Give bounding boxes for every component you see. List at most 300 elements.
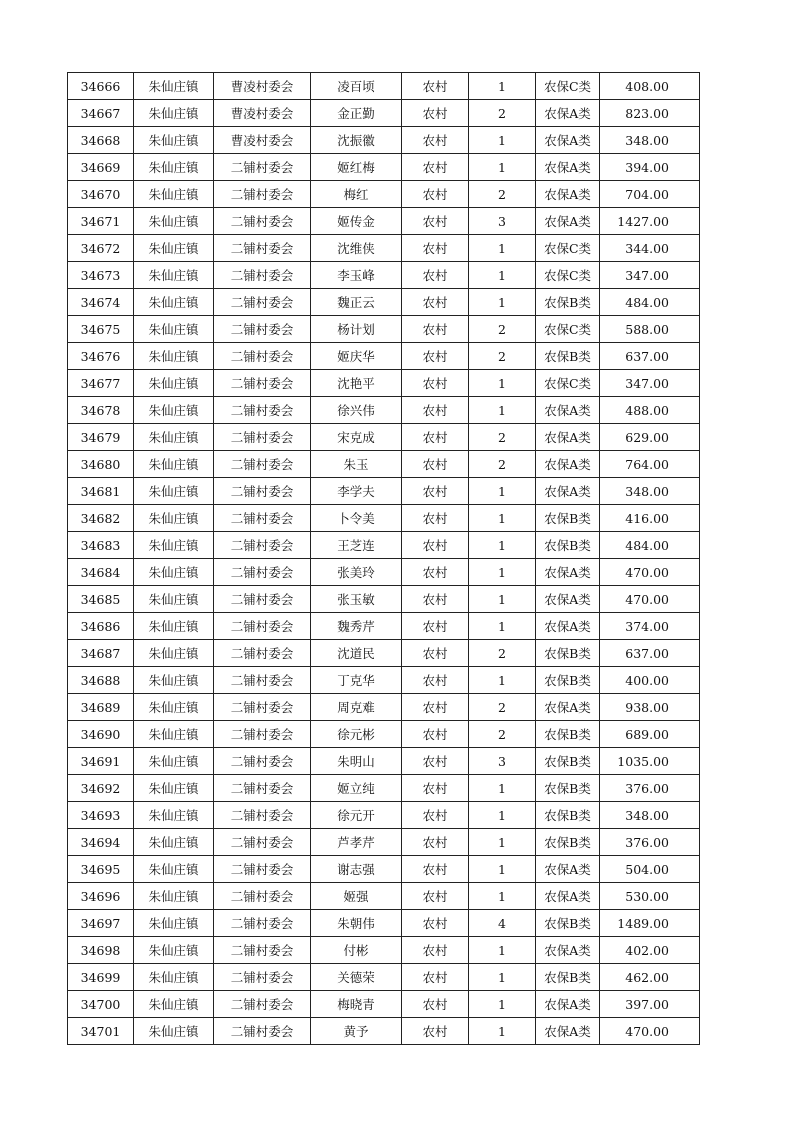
table-row: [68, 316, 700, 343]
table-row: [68, 181, 700, 208]
table-row: [68, 154, 700, 181]
cell-residence-type: 农村: [402, 1018, 469, 1045]
cell-household-count: 1: [469, 829, 536, 856]
table-row: [68, 667, 700, 694]
table-row: [68, 721, 700, 748]
cell-person-name: 张美玲: [311, 559, 402, 586]
cell-town: 朱仙庄镇: [134, 964, 214, 991]
cell-residence-type: 农村: [402, 856, 469, 883]
cell-record-id: 34699: [68, 964, 134, 991]
table-body: [68, 73, 700, 1045]
cell-town: 朱仙庄镇: [134, 397, 214, 424]
table-row: [68, 505, 700, 532]
cell-town: 朱仙庄镇: [134, 73, 214, 100]
cell-village-committee: 二铺村委会: [214, 208, 311, 235]
table-row: [68, 532, 700, 559]
cell-village-committee: 二铺村委会: [214, 937, 311, 964]
cell-town: 朱仙庄镇: [134, 748, 214, 775]
table-row: [68, 397, 700, 424]
cell-record-id: 34676: [68, 343, 134, 370]
cell-person-name: 王芝连: [311, 532, 402, 559]
cell-residence-type: 农村: [402, 289, 469, 316]
table-row: [68, 748, 700, 775]
cell-residence-type: 农村: [402, 343, 469, 370]
table-row: [68, 100, 700, 127]
cell-person-name: 梅晓青: [311, 991, 402, 1018]
cell-residence-type: 农村: [402, 154, 469, 181]
cell-insurance-category: 农保C类: [536, 370, 600, 397]
cell-record-id: 34667: [68, 100, 134, 127]
table-row: [68, 208, 700, 235]
cell-person-name: 李学夫: [311, 478, 402, 505]
cell-record-id: 34695: [68, 856, 134, 883]
cell-residence-type: 农村: [402, 667, 469, 694]
cell-amount: 394.00: [600, 154, 700, 181]
cell-person-name: 朱朝伟: [311, 910, 402, 937]
cell-amount: 408.00: [600, 73, 700, 100]
cell-record-id: 34698: [68, 937, 134, 964]
cell-record-id: 34691: [68, 748, 134, 775]
cell-household-count: 2: [469, 343, 536, 370]
cell-record-id: 34675: [68, 316, 134, 343]
cell-town: 朱仙庄镇: [134, 424, 214, 451]
cell-record-id: 34686: [68, 613, 134, 640]
cell-person-name: 周克难: [311, 694, 402, 721]
cell-amount: 588.00: [600, 316, 700, 343]
cell-amount: 704.00: [600, 181, 700, 208]
cell-town: 朱仙庄镇: [134, 559, 214, 586]
cell-person-name: 姬强: [311, 883, 402, 910]
cell-household-count: 1: [469, 154, 536, 181]
table-row: [68, 1018, 700, 1045]
cell-person-name: 金正勤: [311, 100, 402, 127]
cell-insurance-category: 农保A类: [536, 127, 600, 154]
cell-village-committee: 二铺村委会: [214, 397, 311, 424]
cell-residence-type: 农村: [402, 235, 469, 262]
cell-insurance-category: 农保C类: [536, 235, 600, 262]
cell-town: 朱仙庄镇: [134, 235, 214, 262]
cell-insurance-category: 农保A类: [536, 586, 600, 613]
table-row: [68, 640, 700, 667]
table-row: [68, 829, 700, 856]
cell-insurance-category: 农保B类: [536, 640, 600, 667]
cell-town: 朱仙庄镇: [134, 316, 214, 343]
cell-amount: 504.00: [600, 856, 700, 883]
cell-person-name: 魏正云: [311, 289, 402, 316]
cell-residence-type: 农村: [402, 262, 469, 289]
cell-record-id: 34692: [68, 775, 134, 802]
cell-village-committee: 曹凌村委会: [214, 73, 311, 100]
cell-town: 朱仙庄镇: [134, 802, 214, 829]
cell-household-count: 1: [469, 775, 536, 802]
cell-record-id: 34688: [68, 667, 134, 694]
cell-residence-type: 农村: [402, 748, 469, 775]
cell-household-count: 1: [469, 937, 536, 964]
cell-person-name: 杨计划: [311, 316, 402, 343]
cell-record-id: 34697: [68, 910, 134, 937]
cell-record-id: 34680: [68, 451, 134, 478]
cell-person-name: 朱明山: [311, 748, 402, 775]
cell-person-name: 姬红梅: [311, 154, 402, 181]
cell-village-committee: 二铺村委会: [214, 532, 311, 559]
table-row: [68, 613, 700, 640]
cell-residence-type: 农村: [402, 559, 469, 586]
cell-amount: 1035.00: [600, 748, 700, 775]
cell-town: 朱仙庄镇: [134, 991, 214, 1018]
cell-household-count: 3: [469, 208, 536, 235]
cell-town: 朱仙庄镇: [134, 910, 214, 937]
cell-person-name: 凌百顷: [311, 73, 402, 100]
cell-record-id: 34681: [68, 478, 134, 505]
cell-residence-type: 农村: [402, 451, 469, 478]
cell-town: 朱仙庄镇: [134, 532, 214, 559]
cell-record-id: 34671: [68, 208, 134, 235]
cell-residence-type: 农村: [402, 532, 469, 559]
cell-household-count: 2: [469, 694, 536, 721]
cell-insurance-category: 农保B类: [536, 343, 600, 370]
cell-town: 朱仙庄镇: [134, 613, 214, 640]
cell-person-name: 徐兴伟: [311, 397, 402, 424]
cell-residence-type: 农村: [402, 370, 469, 397]
cell-residence-type: 农村: [402, 910, 469, 937]
cell-household-count: 1: [469, 370, 536, 397]
cell-village-committee: 二铺村委会: [214, 829, 311, 856]
cell-amount: 470.00: [600, 1018, 700, 1045]
cell-village-committee: 二铺村委会: [214, 586, 311, 613]
cell-record-id: 34696: [68, 883, 134, 910]
cell-town: 朱仙庄镇: [134, 289, 214, 316]
cell-insurance-category: 农保B类: [536, 802, 600, 829]
cell-insurance-category: 农保B类: [536, 964, 600, 991]
cell-village-committee: 二铺村委会: [214, 748, 311, 775]
cell-town: 朱仙庄镇: [134, 937, 214, 964]
table-row: [68, 127, 700, 154]
cell-person-name: 梅红: [311, 181, 402, 208]
cell-town: 朱仙庄镇: [134, 586, 214, 613]
cell-town: 朱仙庄镇: [134, 775, 214, 802]
cell-amount: 402.00: [600, 937, 700, 964]
cell-person-name: 徐元彬: [311, 721, 402, 748]
cell-record-id: 34684: [68, 559, 134, 586]
cell-amount: 470.00: [600, 559, 700, 586]
cell-record-id: 34677: [68, 370, 134, 397]
cell-amount: 938.00: [600, 694, 700, 721]
cell-household-count: 1: [469, 613, 536, 640]
cell-village-committee: 二铺村委会: [214, 559, 311, 586]
cell-household-count: 1: [469, 559, 536, 586]
cell-residence-type: 农村: [402, 505, 469, 532]
cell-residence-type: 农村: [402, 478, 469, 505]
cell-person-name: 朱玉: [311, 451, 402, 478]
cell-household-count: 2: [469, 640, 536, 667]
cell-record-id: 34700: [68, 991, 134, 1018]
cell-person-name: 黄予: [311, 1018, 402, 1045]
cell-residence-type: 农村: [402, 127, 469, 154]
cell-town: 朱仙庄镇: [134, 370, 214, 397]
cell-insurance-category: 农保A类: [536, 559, 600, 586]
cell-town: 朱仙庄镇: [134, 856, 214, 883]
cell-residence-type: 农村: [402, 316, 469, 343]
cell-amount: 348.00: [600, 127, 700, 154]
cell-town: 朱仙庄镇: [134, 343, 214, 370]
cell-record-id: 34683: [68, 532, 134, 559]
cell-record-id: 34689: [68, 694, 134, 721]
cell-village-committee: 二铺村委会: [214, 667, 311, 694]
cell-village-committee: 二铺村委会: [214, 343, 311, 370]
cell-amount: 1489.00: [600, 910, 700, 937]
cell-village-committee: 二铺村委会: [214, 478, 311, 505]
cell-record-id: 34674: [68, 289, 134, 316]
cell-amount: 689.00: [600, 721, 700, 748]
cell-record-id: 34701: [68, 1018, 134, 1045]
cell-amount: 400.00: [600, 667, 700, 694]
table-row: [68, 73, 700, 100]
cell-person-name: 沈艳平: [311, 370, 402, 397]
cell-village-committee: 二铺村委会: [214, 775, 311, 802]
cell-town: 朱仙庄镇: [134, 208, 214, 235]
cell-town: 朱仙庄镇: [134, 127, 214, 154]
cell-village-committee: 二铺村委会: [214, 802, 311, 829]
cell-insurance-category: 农保A类: [536, 397, 600, 424]
cell-record-id: 34666: [68, 73, 134, 100]
cell-town: 朱仙庄镇: [134, 451, 214, 478]
cell-insurance-category: 农保C类: [536, 73, 600, 100]
cell-record-id: 34672: [68, 235, 134, 262]
table-row: [68, 964, 700, 991]
cell-residence-type: 农村: [402, 883, 469, 910]
cell-person-name: 沈振徽: [311, 127, 402, 154]
cell-town: 朱仙庄镇: [134, 640, 214, 667]
cell-residence-type: 农村: [402, 100, 469, 127]
cell-amount: 764.00: [600, 451, 700, 478]
cell-person-name: 姬庆华: [311, 343, 402, 370]
cell-insurance-category: 农保B类: [536, 721, 600, 748]
cell-insurance-category: 农保A类: [536, 937, 600, 964]
cell-town: 朱仙庄镇: [134, 478, 214, 505]
cell-household-count: 1: [469, 667, 536, 694]
cell-household-count: 1: [469, 1018, 536, 1045]
cell-town: 朱仙庄镇: [134, 154, 214, 181]
cell-household-count: 1: [469, 856, 536, 883]
cell-amount: 374.00: [600, 613, 700, 640]
cell-amount: 823.00: [600, 100, 700, 127]
cell-household-count: 1: [469, 262, 536, 289]
cell-residence-type: 农村: [402, 586, 469, 613]
cell-household-count: 2: [469, 424, 536, 451]
cell-village-committee: 二铺村委会: [214, 505, 311, 532]
table-row: [68, 883, 700, 910]
cell-insurance-category: 农保A类: [536, 100, 600, 127]
cell-household-count: 1: [469, 964, 536, 991]
cell-household-count: 1: [469, 397, 536, 424]
cell-insurance-category: 农保C类: [536, 316, 600, 343]
table-row: [68, 991, 700, 1018]
cell-village-committee: 二铺村委会: [214, 370, 311, 397]
table-row: [68, 586, 700, 613]
cell-town: 朱仙庄镇: [134, 694, 214, 721]
cell-insurance-category: 农保A类: [536, 991, 600, 1018]
cell-person-name: 徐元开: [311, 802, 402, 829]
cell-residence-type: 农村: [402, 73, 469, 100]
cell-record-id: 34687: [68, 640, 134, 667]
cell-household-count: 1: [469, 127, 536, 154]
cell-household-count: 1: [469, 802, 536, 829]
cell-amount: 629.00: [600, 424, 700, 451]
cell-record-id: 34685: [68, 586, 134, 613]
cell-village-committee: 二铺村委会: [214, 316, 311, 343]
cell-amount: 376.00: [600, 829, 700, 856]
data-table: [67, 72, 700, 1045]
cell-residence-type: 农村: [402, 424, 469, 451]
cell-insurance-category: 农保A类: [536, 613, 600, 640]
cell-person-name: 姬立纯: [311, 775, 402, 802]
cell-town: 朱仙庄镇: [134, 721, 214, 748]
cell-insurance-category: 农保B类: [536, 910, 600, 937]
table-row: [68, 370, 700, 397]
cell-amount: 470.00: [600, 586, 700, 613]
table-row: [68, 694, 700, 721]
cell-household-count: 1: [469, 586, 536, 613]
cell-insurance-category: 农保B类: [536, 505, 600, 532]
cell-record-id: 34693: [68, 802, 134, 829]
cell-person-name: 姬传金: [311, 208, 402, 235]
cell-residence-type: 农村: [402, 937, 469, 964]
cell-person-name: 关德荣: [311, 964, 402, 991]
cell-person-name: 魏秀芹: [311, 613, 402, 640]
cell-residence-type: 农村: [402, 613, 469, 640]
table-row: [68, 775, 700, 802]
cell-insurance-category: 农保A类: [536, 208, 600, 235]
table-row: [68, 235, 700, 262]
cell-amount: 1427.00: [600, 208, 700, 235]
cell-record-id: 34682: [68, 505, 134, 532]
cell-village-committee: 二铺村委会: [214, 289, 311, 316]
cell-record-id: 34673: [68, 262, 134, 289]
cell-village-committee: 二铺村委会: [214, 424, 311, 451]
cell-record-id: 34668: [68, 127, 134, 154]
cell-insurance-category: 农保A类: [536, 694, 600, 721]
cell-amount: 530.00: [600, 883, 700, 910]
table-row: [68, 910, 700, 937]
cell-record-id: 34669: [68, 154, 134, 181]
cell-insurance-category: 农保A类: [536, 1018, 600, 1045]
cell-village-committee: 二铺村委会: [214, 694, 311, 721]
cell-person-name: 谢志强: [311, 856, 402, 883]
cell-household-count: 2: [469, 181, 536, 208]
cell-village-committee: 二铺村委会: [214, 451, 311, 478]
cell-village-committee: 二铺村委会: [214, 910, 311, 937]
cell-insurance-category: 农保B类: [536, 775, 600, 802]
cell-insurance-category: 农保C类: [536, 262, 600, 289]
cell-amount: 344.00: [600, 235, 700, 262]
cell-village-committee: 二铺村委会: [214, 721, 311, 748]
cell-village-committee: 二铺村委会: [214, 181, 311, 208]
cell-residence-type: 农村: [402, 181, 469, 208]
cell-amount: 484.00: [600, 289, 700, 316]
table-row: [68, 451, 700, 478]
table-row: [68, 478, 700, 505]
cell-residence-type: 农村: [402, 964, 469, 991]
cell-household-count: 2: [469, 316, 536, 343]
cell-residence-type: 农村: [402, 208, 469, 235]
table-row: [68, 802, 700, 829]
cell-amount: 488.00: [600, 397, 700, 424]
cell-town: 朱仙庄镇: [134, 181, 214, 208]
table-row: [68, 343, 700, 370]
cell-residence-type: 农村: [402, 397, 469, 424]
cell-amount: 376.00: [600, 775, 700, 802]
cell-person-name: 付彬: [311, 937, 402, 964]
cell-household-count: 1: [469, 289, 536, 316]
cell-household-count: 2: [469, 451, 536, 478]
cell-amount: 348.00: [600, 802, 700, 829]
cell-insurance-category: 农保A类: [536, 181, 600, 208]
cell-household-count: 1: [469, 991, 536, 1018]
cell-village-committee: 二铺村委会: [214, 235, 311, 262]
cell-person-name: 宋克成: [311, 424, 402, 451]
cell-amount: 347.00: [600, 370, 700, 397]
cell-record-id: 34690: [68, 721, 134, 748]
cell-residence-type: 农村: [402, 802, 469, 829]
table-row: [68, 856, 700, 883]
cell-town: 朱仙庄镇: [134, 505, 214, 532]
cell-residence-type: 农村: [402, 829, 469, 856]
cell-person-name: 芦孝芹: [311, 829, 402, 856]
cell-town: 朱仙庄镇: [134, 100, 214, 127]
cell-record-id: 34679: [68, 424, 134, 451]
cell-insurance-category: 农保B类: [536, 532, 600, 559]
cell-household-count: 1: [469, 235, 536, 262]
cell-amount: 348.00: [600, 478, 700, 505]
cell-insurance-category: 农保B类: [536, 289, 600, 316]
cell-insurance-category: 农保B类: [536, 829, 600, 856]
cell-household-count: 2: [469, 100, 536, 127]
cell-household-count: 1: [469, 532, 536, 559]
table-row: [68, 937, 700, 964]
cell-insurance-category: 农保A类: [536, 856, 600, 883]
cell-amount: 462.00: [600, 964, 700, 991]
cell-amount: 637.00: [600, 343, 700, 370]
cell-residence-type: 农村: [402, 775, 469, 802]
cell-person-name: 张玉敏: [311, 586, 402, 613]
cell-household-count: 1: [469, 883, 536, 910]
cell-insurance-category: 农保A类: [536, 154, 600, 181]
table-row: [68, 424, 700, 451]
cell-residence-type: 农村: [402, 721, 469, 748]
cell-insurance-category: 农保B类: [536, 667, 600, 694]
cell-record-id: 34670: [68, 181, 134, 208]
cell-household-count: 2: [469, 721, 536, 748]
cell-village-committee: 二铺村委会: [214, 964, 311, 991]
cell-insurance-category: 农保A类: [536, 424, 600, 451]
table-row: [68, 289, 700, 316]
cell-amount: 397.00: [600, 991, 700, 1018]
cell-town: 朱仙庄镇: [134, 262, 214, 289]
cell-residence-type: 农村: [402, 694, 469, 721]
cell-record-id: 34678: [68, 397, 134, 424]
cell-person-name: 李玉峰: [311, 262, 402, 289]
cell-town: 朱仙庄镇: [134, 1018, 214, 1045]
table-row: [68, 559, 700, 586]
cell-village-committee: 二铺村委会: [214, 883, 311, 910]
cell-residence-type: 农村: [402, 991, 469, 1018]
cell-village-committee: 二铺村委会: [214, 856, 311, 883]
cell-insurance-category: 农保A类: [536, 883, 600, 910]
cell-village-committee: 二铺村委会: [214, 991, 311, 1018]
cell-insurance-category: 农保B类: [536, 748, 600, 775]
cell-amount: 637.00: [600, 640, 700, 667]
cell-amount: 347.00: [600, 262, 700, 289]
